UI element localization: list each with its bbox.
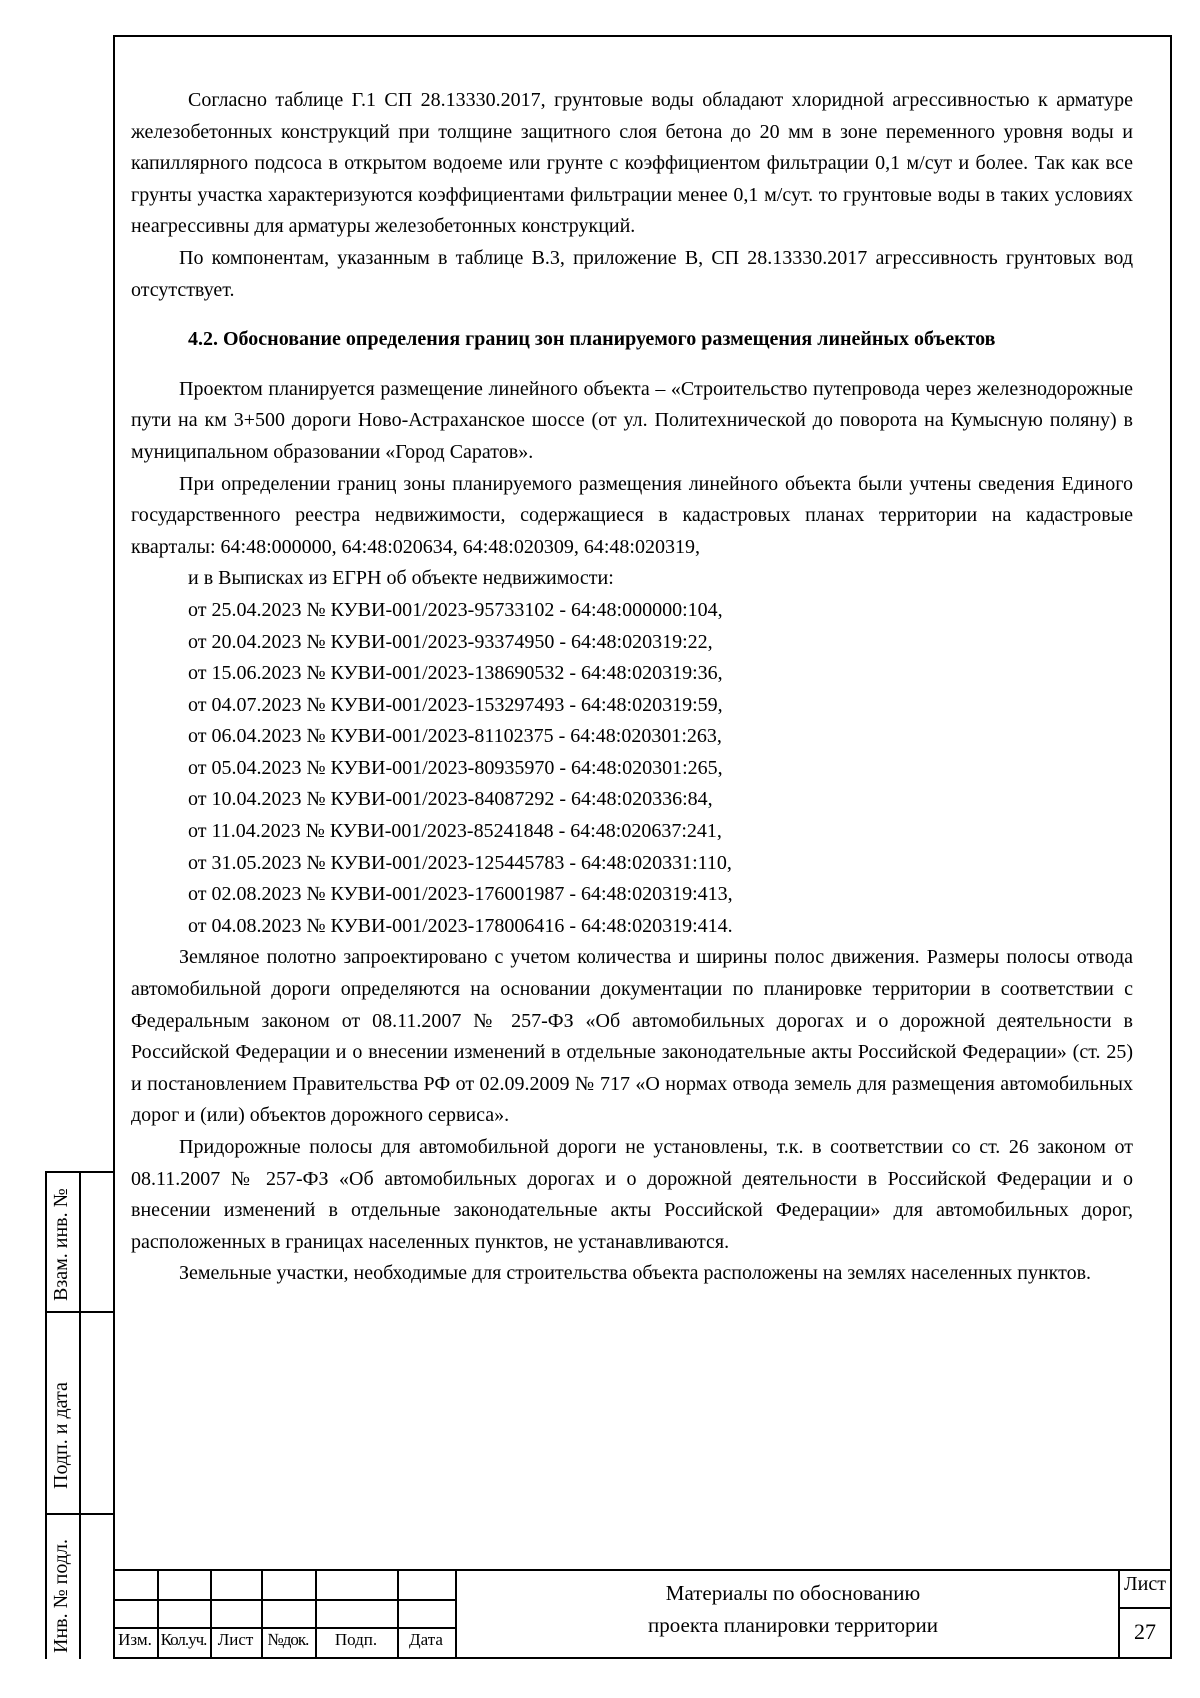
paragraph-roadside-strips: Придорожные полосы для автомобильной дороги не установлены, т.к. в соответствии со ст. 26 законом от 08.11.2007 № 257-ФЗ «Об автомобильных дорогах и о дорожной деятельности в Российской Федерации и о внесении изменений в отдельные законодательные акты Российской Федерации» для автомобильных дорог, расположенных в границах населенных пунктов, не устанавливаются. — [131, 1136, 1133, 1253]
column-header-data: Дата — [409, 1630, 443, 1649]
side-stamp-outer-line — [45, 1171, 47, 1659]
side-stamp-top-line — [45, 1171, 115, 1173]
paragraph-groundwater-aggressiveness: По компонентам, указанным в таблице В.3, приложение В, СП 28.13330.2017 агрессивность грунтовых вод отсутствует. — [131, 246, 1133, 301]
document-title — [513, 1577, 1073, 1641]
list-item: от 20.04.2023 № КУВИ-001/2023-93374950 - 64:48:020319:22, — [188, 630, 713, 653]
title-block — [113, 1569, 1172, 1659]
title-block-col-line — [455, 1569, 457, 1659]
list-item: от 04.08.2023 № КУВИ-001/2023-178006416 - 64:48:020319:414. — [188, 914, 733, 937]
extracts-intro: и в Выписках из ЕГРН об объекте недвижимости: — [188, 567, 614, 590]
column-header-list: Лист — [217, 1630, 254, 1649]
side-stamp — [45, 1171, 115, 1659]
paragraph-project-object: Проектом планируется размещение линейного объекта – «Строительство путепровода через железнодорожные пути на км 3+500 дороги Ново-Астраханское шоссе (от ул. Политехнической до поворота на Кумысную поляну) в муниципальном образовании «Город Саратов». — [131, 377, 1133, 463]
list-item: от 02.08.2023 № КУВИ-001/2023-176001987 - 64:48:020319:413, — [188, 883, 733, 906]
document-title-line-1: Материалы по обоснованию — [665, 1581, 921, 1605]
column-header-ndok: №док. — [267, 1630, 309, 1649]
title-block-row-line — [113, 1599, 455, 1601]
column-header-izm: Изм. — [118, 1630, 152, 1649]
list-item: от 11.04.2023 № КУВИ-001/2023-85241848 - 64:48:020637:241, — [188, 820, 722, 843]
extracts-list — [131, 563, 1133, 942]
list-item: от 05.04.2023 № КУВИ-001/2023-80935970 - 64:48:020301:265, — [188, 756, 723, 779]
title-block-top-line — [113, 1569, 1172, 1571]
paragraph-cadastral-info: При определении границ зоны планируемого размещения линейного объекта были учтены сведения Единого государственного реестра недвижимости, содержащиеся в кадастровых планах территории на кадастровые кварталы: 64:48:000000, 64:48:020634, 64:48:020309, 64:48:020319, — [131, 472, 1133, 558]
list-item: от 31.05.2023 № КУВИ-001/2023-125445783 - 64:48:020331:110, — [188, 851, 732, 874]
sheet-box-divider — [1118, 1607, 1172, 1609]
paragraph-groundwater-chloride: Согласно таблице Г.1 СП 28.13330.2017, грунтовые воды обладают хлоридной агрессивностью к арматуре железобетонных конструкций при толщине защитного слоя бетона до 20 мм в зоне переменного уровня воды и капиллярного подсоса в открытом водоеме или грунте с коэффициентом фильтрации 0,1 м/сут и более. Так как все грунты участка характеризуются коэффициентами фильтрации менее 0,1 м/сут. то грунтовые воды в таких условиях неагрессивны для арматуры железобетонных конструкций. — [131, 89, 1133, 238]
section-heading: 4.2. Обоснование определения границ зон планируемого размещения линейных объектов — [188, 328, 996, 351]
document-body — [131, 85, 1133, 1290]
column-header-koluch: Кол.уч. — [160, 1630, 207, 1649]
paragraph-roadbed: Земляное полотно запроектировано с учетом количества и ширины полос движения. Размеры полосы отвода автомобильной дороги определяются на основании документации по планировке территории в соответствии с Федеральным законом от 08.11.2007 № 257-ФЗ «Об автомобильных дорогах и о дорожной деятельности в Российской Федерации и о внесении изменений в отдельные законодательные акты Российской Федерации» (ст. 25) и постановлением Правительства РФ от 02.09.2009 № 717 «О нормах отвода земель для размещения автомобильных дорог и (или) объектов дорожного сервиса». — [131, 946, 1133, 1127]
side-stamp-inv-label: Инв. № подл. — [50, 1539, 72, 1653]
column-header-podp: Подп. — [334, 1630, 378, 1649]
list-item: от 10.04.2023 № КУВИ-001/2023-84087292 - 64:48:020336:84, — [188, 788, 713, 811]
sheet-number: 27 — [1134, 1619, 1156, 1644]
side-stamp-divider — [45, 1513, 115, 1515]
side-stamp-podp-label: Подп. и дата — [50, 1382, 72, 1489]
list-item: от 06.04.2023 № КУВИ-001/2023-81102375 - 64:48:020301:263, — [188, 725, 722, 748]
document-title-line-2: проекта планировки территории — [648, 1613, 938, 1637]
paragraph-land-plots: Земельные участки, необходимые для строительства объекта расположены на землях населенных пунктов. — [179, 1262, 1092, 1285]
side-stamp-divider — [45, 1311, 115, 1313]
side-stamp-inner-line — [79, 1171, 81, 1659]
list-item: от 15.06.2023 № КУВИ-001/2023-138690532 - 64:48:020319:36, — [188, 662, 723, 685]
list-item: от 25.04.2023 № КУВИ-001/2023-95733102 - 64:48:000000:104, — [188, 598, 723, 621]
sheet-label: Лист — [1124, 1573, 1166, 1595]
title-block-row-line — [113, 1627, 455, 1629]
list-item: от 04.07.2023 № КУВИ-001/2023-153297493 - 64:48:020319:59, — [188, 693, 723, 716]
side-stamp-vzam-label: Взам. инв. № — [50, 1188, 72, 1301]
